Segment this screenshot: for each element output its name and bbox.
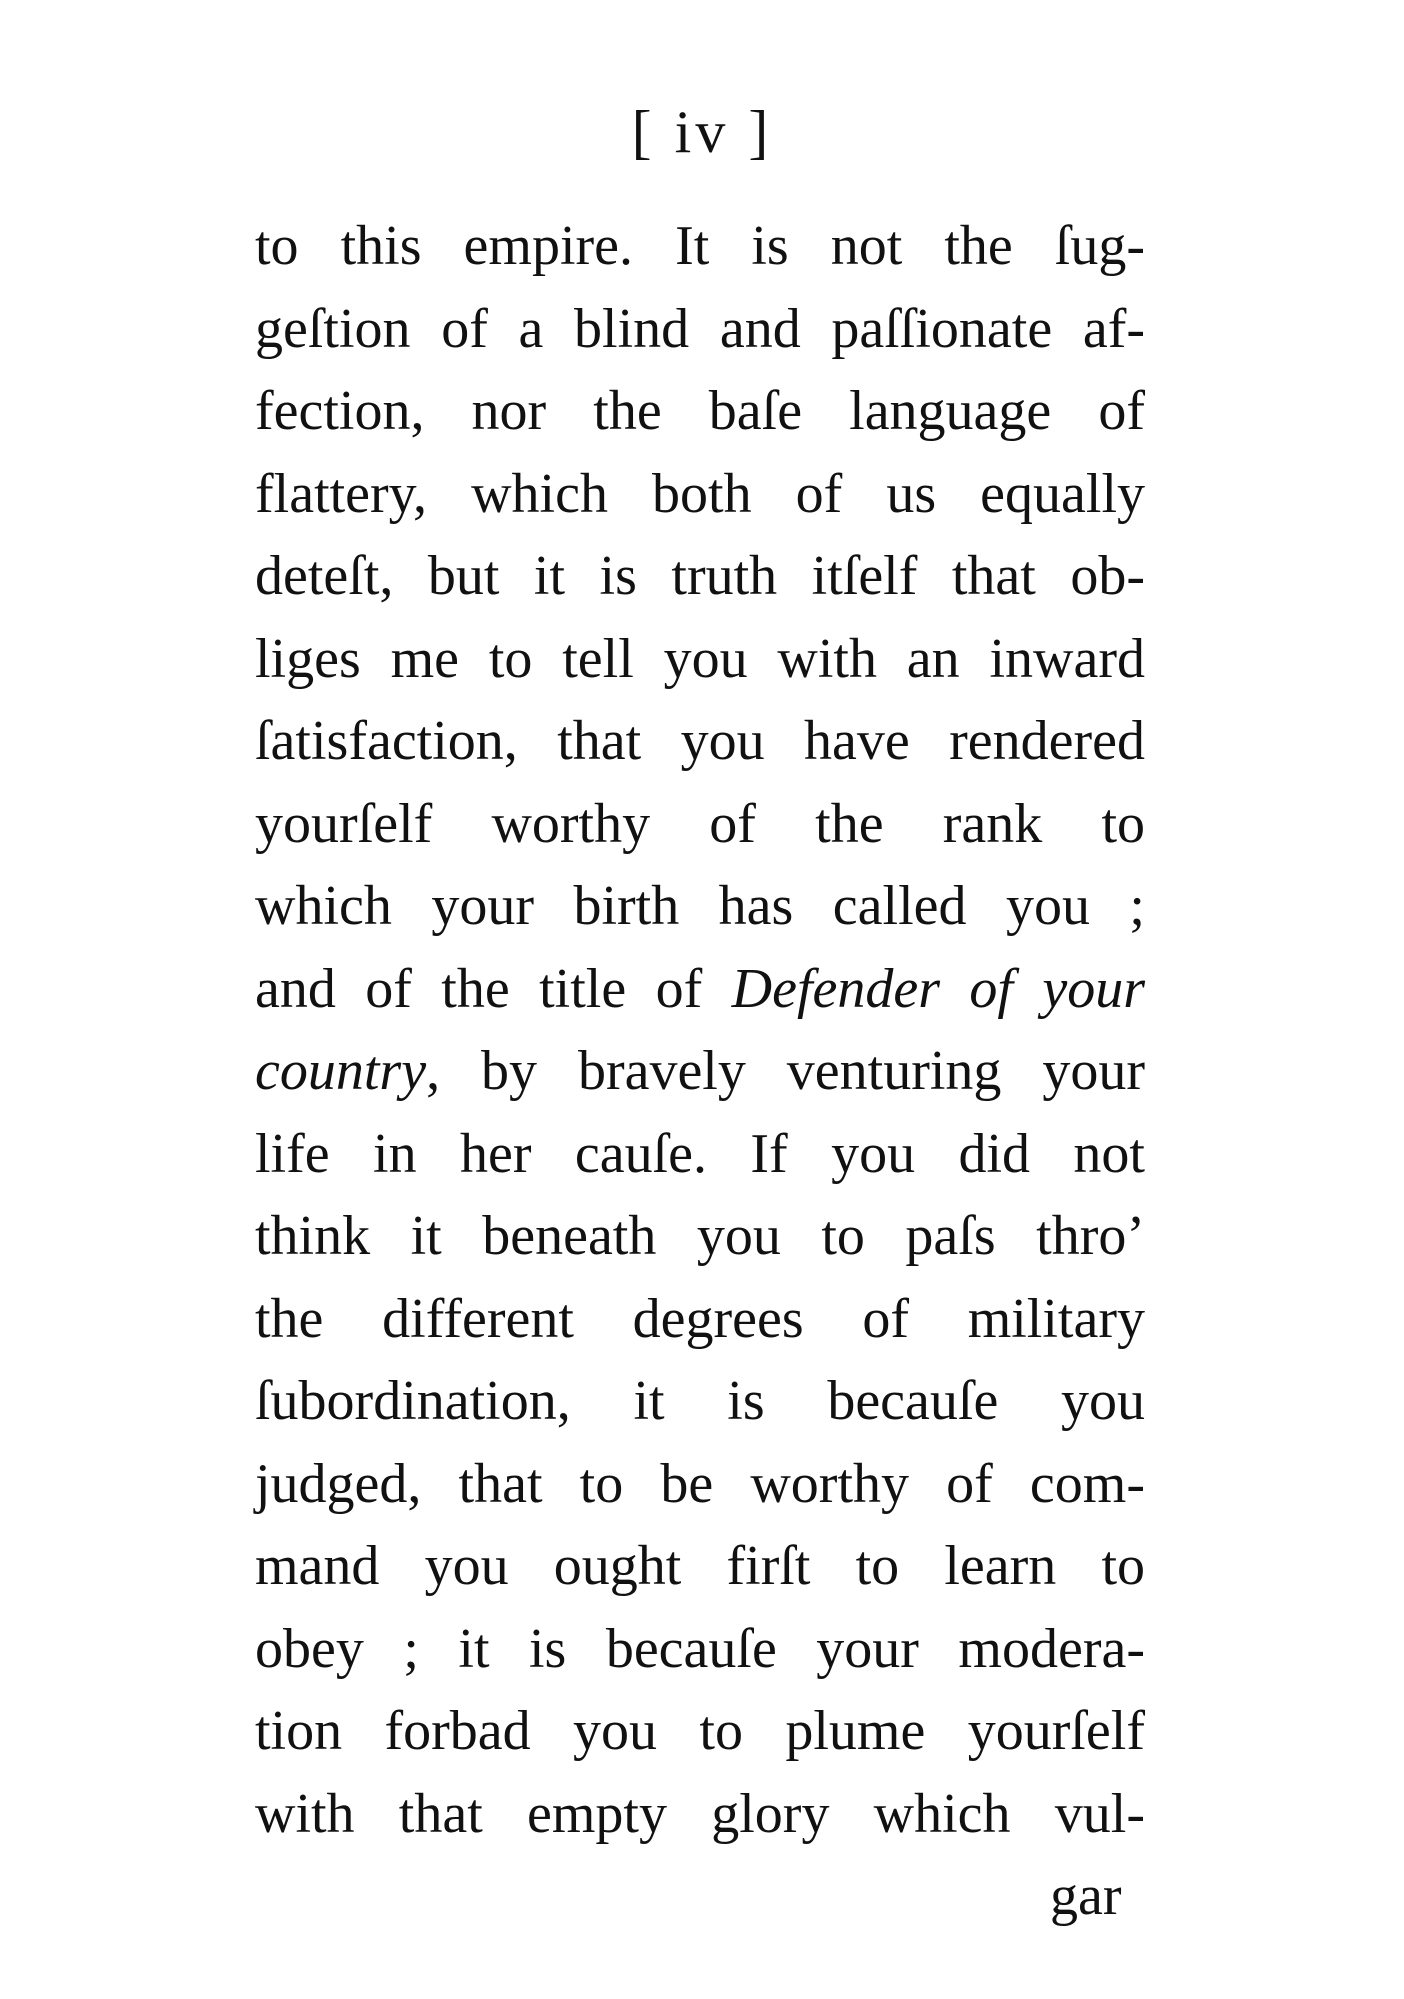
text-segment: to this empire. It is not the ſug- <box>255 215 1145 277</box>
text-segment: judged, that to be worthy of com- <box>255 1452 1145 1515</box>
catchword: gar <box>1050 1865 1122 1927</box>
text-segment: fection, nor the baſe language of <box>255 380 1145 442</box>
text-segment: with that empty glory which vul- <box>255 1782 1145 1845</box>
text-line <box>255 1690 1145 1773</box>
text-segment: mand you ought firſt to learn to <box>255 1535 1145 1597</box>
text-line <box>255 1360 1145 1443</box>
text-segment: geſtion of a blind and paſſionate af- <box>255 297 1145 360</box>
text-line <box>255 288 1145 371</box>
text-line <box>255 1113 1145 1196</box>
text-line <box>255 1773 1145 1856</box>
page-number: [ iv ] <box>631 99 773 165</box>
text-segment: the different degrees of military <box>255 1287 1145 1350</box>
text-line <box>255 618 1145 701</box>
text-segment: and of the title of <box>255 957 732 1020</box>
text-line <box>255 700 1145 783</box>
text-segment: tion forbad you to plume yourſelf <box>255 1700 1145 1762</box>
text-segment: yourſelf worthy of the rank to <box>255 792 1145 855</box>
text-segment: ſatisfaction, that you have rendered <box>255 710 1145 772</box>
text-line <box>255 205 1145 288</box>
body-text <box>255 205 1145 1855</box>
text-segment: flattery, which both of us equally <box>255 462 1145 525</box>
text-segment: think it beneath you to paſs thro’ <box>255 1205 1145 1267</box>
text-segment: which your birth has called you ; <box>255 875 1145 937</box>
italic-text: Defender of your <box>731 957 1145 1020</box>
text-segment: liges me to tell you with an inward <box>255 627 1145 690</box>
text-line <box>255 370 1145 453</box>
text-line <box>255 1525 1145 1608</box>
text-line <box>255 1278 1145 1361</box>
text-line <box>255 453 1145 536</box>
text-segment: , by bravely venturing your <box>426 1040 1145 1102</box>
text-line <box>255 1195 1145 1278</box>
text-line <box>255 1608 1145 1691</box>
text-line <box>255 1443 1145 1526</box>
italic-text: country <box>255 1040 427 1102</box>
text-line <box>255 535 1145 618</box>
text-segment: obey ; it is becauſe your modera- <box>255 1617 1145 1680</box>
text-segment: deteſt, but it is truth itſelf that ob- <box>255 545 1145 607</box>
text-line <box>255 865 1145 948</box>
text-segment: life in her cauſe. If you did not <box>255 1122 1145 1185</box>
text-segment: ſubordination, it is becauſe you <box>255 1370 1145 1432</box>
text-line <box>255 783 1145 866</box>
text-line <box>255 1030 1145 1113</box>
text-line <box>255 948 1145 1031</box>
